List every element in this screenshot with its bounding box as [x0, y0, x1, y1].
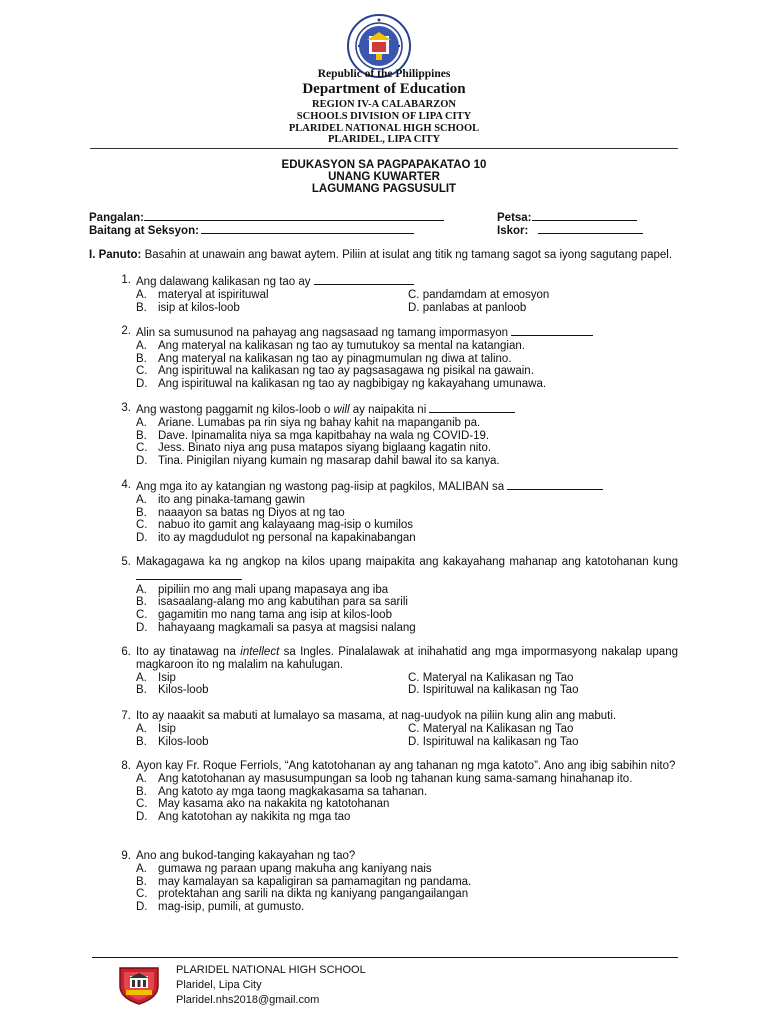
option-d[interactable]: D. Ispirituwal na kalikasan ng Tao: [408, 684, 579, 697]
grade-section-blank[interactable]: [201, 223, 414, 234]
option-d[interactable]: D. hahayaang magkamali sa pasya at magsisi nalang: [136, 621, 416, 634]
option-c[interactable]: C. Jess. Binato niya ang pusa matapos siyang biglaang kagatin nito.: [136, 442, 492, 455]
instructions: [89, 249, 678, 262]
footer-address: Plaridel, Lipa City: [176, 979, 262, 991]
option-a[interactable]: Isip: [158, 722, 176, 735]
option-b[interactable]: B. naaayon sa batas ng Diyos at ng tao: [136, 506, 345, 519]
option-a[interactable]: A. Ariane. Lumabas pa rin siya ng bahay kahit na mapanganib pa.: [136, 416, 481, 429]
header-divider: [90, 148, 678, 149]
answer-blank[interactable]: [136, 569, 242, 580]
option-a[interactable]: A. Ang katotohanan ay masusumpungan sa loob ng tahanan kung sama-samang hinahanap ito.: [136, 772, 633, 785]
option-c[interactable]: C. May kasama ako na nakakita ng katotohanan: [136, 798, 390, 811]
option-c[interactable]: C. gagamitin mo nang tama ang isip at kilos-loob: [136, 609, 392, 622]
option-c[interactable]: C. pandamdam at emosyon: [408, 288, 550, 301]
option-letter: A.: [136, 288, 147, 301]
question-text: Ayon kay Fr. Roque Ferriols, “Ang katotohanan ay ang tahanan ng mga katoto”. Ano ang ibig sabihin nito?: [136, 760, 676, 772]
question-number: 5.: [121, 556, 131, 568]
option-a[interactable]: Isip: [158, 671, 176, 684]
name-blank[interactable]: [144, 210, 444, 221]
option-b[interactable]: B. Ang katoto ay mga taong magkakasama sa tahanan.: [136, 785, 428, 798]
option-row: A. Isip C. Materyal na Kalikasan ng Tao: [136, 722, 574, 735]
option-c[interactable]: C. protektahan ang sarili na dikta ng kaniyang pangangailangan: [136, 888, 469, 901]
option-row: [136, 289, 678, 302]
grade-section-label: Baitang at Seksyon:: [89, 225, 199, 237]
option-row: [136, 302, 678, 315]
header-region: REGION IV-A CALABARZON: [312, 99, 456, 110]
option-a[interactable]: A. ito ang pinaka-tamang gawin: [136, 493, 306, 506]
question-text: Ang wastong paggamit ng kilos-loob o will ay naipakita ni: [136, 402, 678, 417]
quarter-title: UNANG KUWARTER: [328, 171, 440, 183]
footer-school: PLARIDEL NATIONAL HIGH SCHOOL: [176, 964, 366, 976]
option-d[interactable]: D. Ispirituwal na kalikasan ng Tao: [408, 735, 579, 748]
answer-blank[interactable]: [511, 325, 593, 336]
option-b[interactable]: B. Ang materyal na kalikasan ng tao ay pinagmumulan ng diwa at talino.: [136, 352, 512, 365]
option-row: B. Kilos-loob D. Ispirituwal na kalikasan ng Tao: [136, 735, 579, 748]
header-division: SCHOOLS DIVISION OF LIPA CITY: [296, 111, 472, 122]
option-c[interactable]: C. Materyal na Kalikasan ng Tao: [408, 722, 574, 735]
question-text: Ang mga ito ay katangian ng wastong pag-iisip at pagkilos, MALIBAN sa: [136, 481, 505, 493]
option-a[interactable]: A. gumawa ng paraan upang makuha ang kaniyang nais: [136, 862, 432, 875]
option-a[interactable]: materyal at ispirituwal: [158, 288, 269, 301]
question-number: 4.: [121, 479, 131, 491]
question-2: [111, 325, 678, 391]
answer-blank[interactable]: [314, 274, 414, 285]
question-5: [111, 556, 678, 635]
option-row: B. Kilos-loob D. Ispirituwal na kalikasan ng Tao: [136, 684, 579, 697]
question-3: [111, 402, 678, 468]
option-c[interactable]: C. Materyal na Kalikasan ng Tao: [408, 671, 574, 684]
question-number: 1.: [121, 274, 131, 286]
question-8: [111, 760, 678, 824]
option-a[interactable]: A. Ang materyal na kalikasan ng tao ay tumutukoy sa mental na katangian.: [136, 339, 525, 352]
instructions-text: Basahin at unawain ang bawat aytem. Piliin at isulat ang titik ng tamang sagot sa iyong sagutang papel.: [141, 249, 673, 261]
name-label: Pangalan:: [89, 212, 144, 224]
answer-blank[interactable]: [507, 479, 603, 490]
option-b[interactable]: B. Dave. Ipinamalita niya sa mga kapitbahay na wala ng COVID-19.: [136, 429, 490, 442]
option-c[interactable]: C. nabuo ito gamit ang kalayaang mag-isip o kumilos: [136, 519, 414, 532]
header-republic: Republic of the Philippines: [317, 68, 451, 80]
question-1: [111, 274, 678, 314]
answer-blank[interactable]: [429, 402, 515, 413]
question-text: Ito ay naaakit sa mabuti at lumalayo sa masama, at nag-uudyok na piliin kung alin ang mabuti.: [136, 710, 617, 722]
date-label: Petsa:: [497, 212, 532, 224]
question-9: [111, 850, 678, 914]
question-text: Ang dalawang kalikasan ng tao ay: [136, 276, 311, 288]
option-d[interactable]: D. Tina. Pinigilan niyang kumain ng masarap dahil bawal ito sa kanya.: [136, 455, 500, 468]
school-logo-icon: [116, 960, 162, 1006]
question-number: 9.: [121, 850, 131, 862]
option-d[interactable]: D. Ang ispirituwal na kalikasan ng tao ay nagbibigay ng kakayahang umunawa.: [136, 378, 547, 391]
header-address: PLARIDEL, LIPA CITY: [327, 134, 441, 145]
instructions-label: I. Panuto:: [89, 249, 142, 261]
test-title: LAGUMANG PAGSUSULIT: [311, 183, 457, 195]
footer-email[interactable]: Plaridel.nhs2018@gmail.com: [176, 994, 320, 1006]
question-7: [111, 710, 678, 748]
question-text: Ano ang bukod-tanging kakayahan ng tao?: [136, 850, 356, 862]
footer-divider: [92, 957, 678, 958]
header-school: PLARIDEL NATIONAL HIGH SCHOOL: [288, 123, 480, 134]
question-number: 3.: [121, 402, 131, 414]
question-number: 8.: [121, 760, 131, 772]
score-field: [497, 223, 643, 238]
question-number: 7.: [121, 710, 131, 722]
subject-title: EDUKASYON SA PAGPAPAKATAO 10: [281, 159, 487, 171]
question-number: 2.: [121, 325, 131, 337]
question-text: Ito ay tinatawag na intellect sa Ingles. Pinalalawak at inihahatid ang mga impormasyong nakalap upang magkaroon ito ng malalim na kahulugan.: [136, 646, 678, 671]
option-d[interactable]: D. mag-isip, pumili, at gumusto.: [136, 901, 305, 914]
header-department: Department of Education: [302, 81, 466, 97]
option-b[interactable]: B. isasaalang-alang mo ang kabutihan para sa sarili: [136, 596, 408, 609]
option-b[interactable]: Kilos-loob: [158, 735, 209, 748]
question-4: [111, 479, 678, 545]
option-a[interactable]: A. pipiliin mo ang mali upang mapasaya ang iba: [136, 583, 389, 596]
option-letter: B.: [136, 301, 147, 314]
option-b[interactable]: B. may kamalayan sa kapaligiran sa pamamagitan ng pandama.: [136, 875, 472, 888]
score-label: Iskor:: [497, 225, 529, 237]
grade-section-field: [89, 223, 414, 238]
option-b[interactable]: Kilos-loob: [158, 684, 209, 697]
option-d[interactable]: D. panlabas at panloob: [408, 301, 527, 314]
date-blank[interactable]: [532, 210, 637, 221]
option-d[interactable]: D. Ang katotohan ay nakikita ng mga tao: [136, 811, 351, 824]
score-blank[interactable]: [538, 223, 643, 234]
option-d[interactable]: D. ito ay magdudulot ng personal na kapakinabangan: [136, 532, 416, 545]
question-6: [111, 646, 678, 697]
question-text: Makagagawa ka ng angkop na kilos upang maipakita ang kakayahang mahanap ang katotohanan kung: [136, 556, 678, 568]
question-number: 6.: [121, 646, 131, 658]
option-c[interactable]: C. Ang ispirituwal na kalikasan ng tao ay pagsasagawa ng pisikal na gawain.: [136, 365, 534, 378]
option-row: A. Isip C. Materyal na Kalikasan ng Tao: [136, 671, 574, 684]
option-b[interactable]: isip at kilos-loob: [158, 301, 240, 314]
question-text: Alin sa sumusunod na pahayag ang nagsasaad ng tamang impormasyon: [136, 327, 509, 339]
